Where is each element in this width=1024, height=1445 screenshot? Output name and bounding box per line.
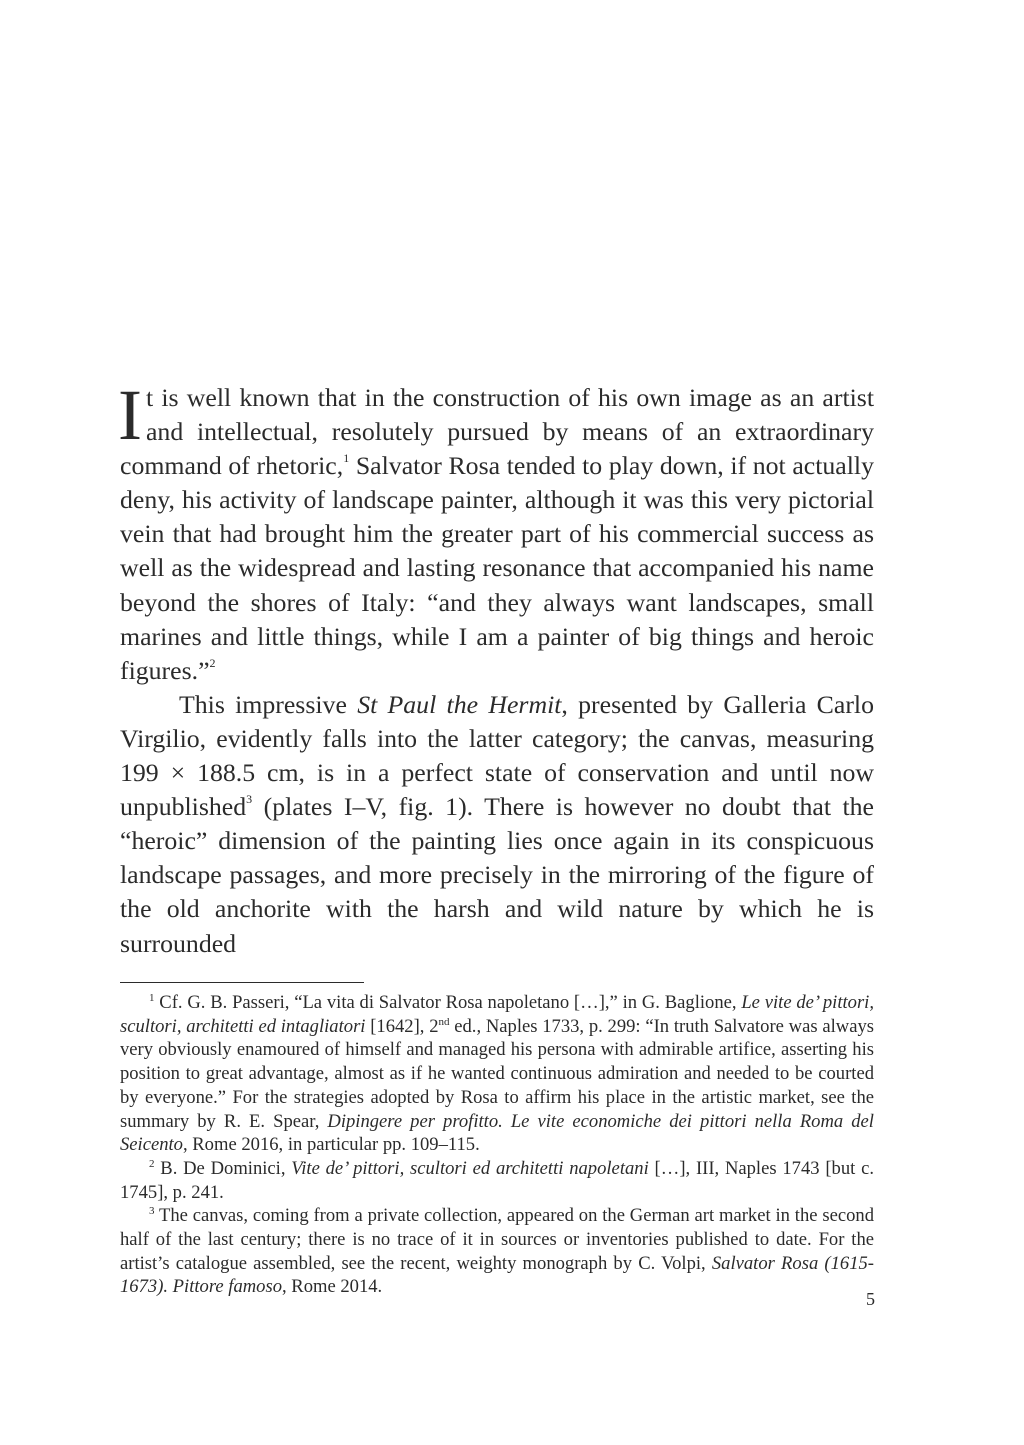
footnote-1 — [120, 991, 874, 1157]
footnote-3-text-1: The canvas, coming from a private collection, appeared on the German art market in the second half of the last century; there is no trace of it in sources or inventories published to date. For the artist’s catalogue assembled, see the recent, weighty monograph by C. Volpi, — [120, 1205, 874, 1274]
footnote-ref-1[interactable]: 1 — [343, 451, 350, 466]
footnote-1-ordinal: nd — [438, 1015, 450, 1028]
footnote-1-text-1: Cf. G. B. Passeri, “La vita di Salvator Rosa napoletano […],” in G. Baglione, — [154, 992, 742, 1013]
footnote-2-italic-1: Vite de’ pittori, scultori ed architetti napoletani — [291, 1157, 649, 1179]
footnote-1-italic-1: Le vite de’ pittori, scultori, architetti ed intagliatori — [120, 992, 874, 1037]
footnote-1-text-3: ed., Naples 1733, p. 299: “In truth Salvatore was always very obviously enamoured of himself and managed his persona with admirable artifice, asserting his position to great advantage, almost as if he wanted continuous admiration and needed to be courted by everyone.” For the strategies adopted by Rosa to affirm his place in the artistic market, see the summary by R. E. Spear, — [120, 1015, 874, 1132]
paragraph-2-text-a: This impressive — [179, 689, 358, 719]
main-text — [118, 375, 874, 961]
footnote-3 — [120, 1204, 874, 1299]
footnote-1-text-2: [1642], 2 — [365, 1015, 439, 1037]
footnote-2-number: 2 — [149, 1157, 155, 1170]
footnotes — [120, 991, 874, 1299]
footnote-ref-2[interactable]: 2 — [209, 655, 216, 670]
paragraph-2-text-b: , presented by Galleria Carlo Virgilio, evidently falls into the latter category; the canvas, measuring 199 × 188.5 cm, is in a perfect state of conservation and until now unpublished — [120, 689, 874, 822]
paragraph-1 — [118, 375, 874, 688]
footnote-1-italic-2: Dipingere per profitto. Le vite economiche dei pittori nella Roma del Seicento — [120, 1110, 874, 1156]
footnote-2-text-2: […], III, Naples 1743 [but c. 1745], p. 241. — [120, 1157, 874, 1203]
page-number: 5 — [866, 1289, 875, 1309]
footnote-2-text-1: B. De Dominici, — [154, 1157, 292, 1179]
paragraph-2-text-c: (plates I–V, fig. 1). There is however no doubt that the “heroic” dimension of the painting lies once again in its conspicuous landscape passages, and more precisely in the mirroring of the figure of the old anchorite with the harsh and wild nature by which he is surrounded — [120, 792, 874, 958]
footnote-3-italic-1: Salvator Rosa (1615-1673). Pittore famoso — [120, 1252, 874, 1298]
footnote-3-text-2: , Rome 2014. — [282, 1276, 383, 1298]
footnote-divider — [120, 982, 364, 983]
footnote-1-number: 1 — [149, 992, 155, 1004]
paragraph-2 — [120, 688, 874, 961]
footnote-2 — [120, 1157, 874, 1204]
footnote-1-text-4: , Rome 2016, in particular pp. 109–115. — [182, 1134, 480, 1156]
drop-cap: I — [118, 375, 142, 455]
painting-title: St Paul the Hermit — [357, 689, 562, 719]
paragraph-1-text-b: Salvator Rosa tended to play down, if not actually deny, his activity of landscape painter, although it was this very pictorial vein that had brought him the greater part of his commercial success as well as the widespread and lasting resonance that accompanied his name beyond the shores of Italy: “and they always want landscapes, small marines and little things, while I am a painter of big things and heroic figures.” — [120, 451, 874, 685]
footnote-3-number: 3 — [149, 1205, 155, 1218]
footnote-ref-3[interactable]: 3 — [246, 792, 253, 807]
paragraph-1-text-a: t is well known that in the construction of his own image as an artist and intellectual, resolutely pursued by means of an extraordinary command of rhetoric, — [120, 383, 874, 481]
